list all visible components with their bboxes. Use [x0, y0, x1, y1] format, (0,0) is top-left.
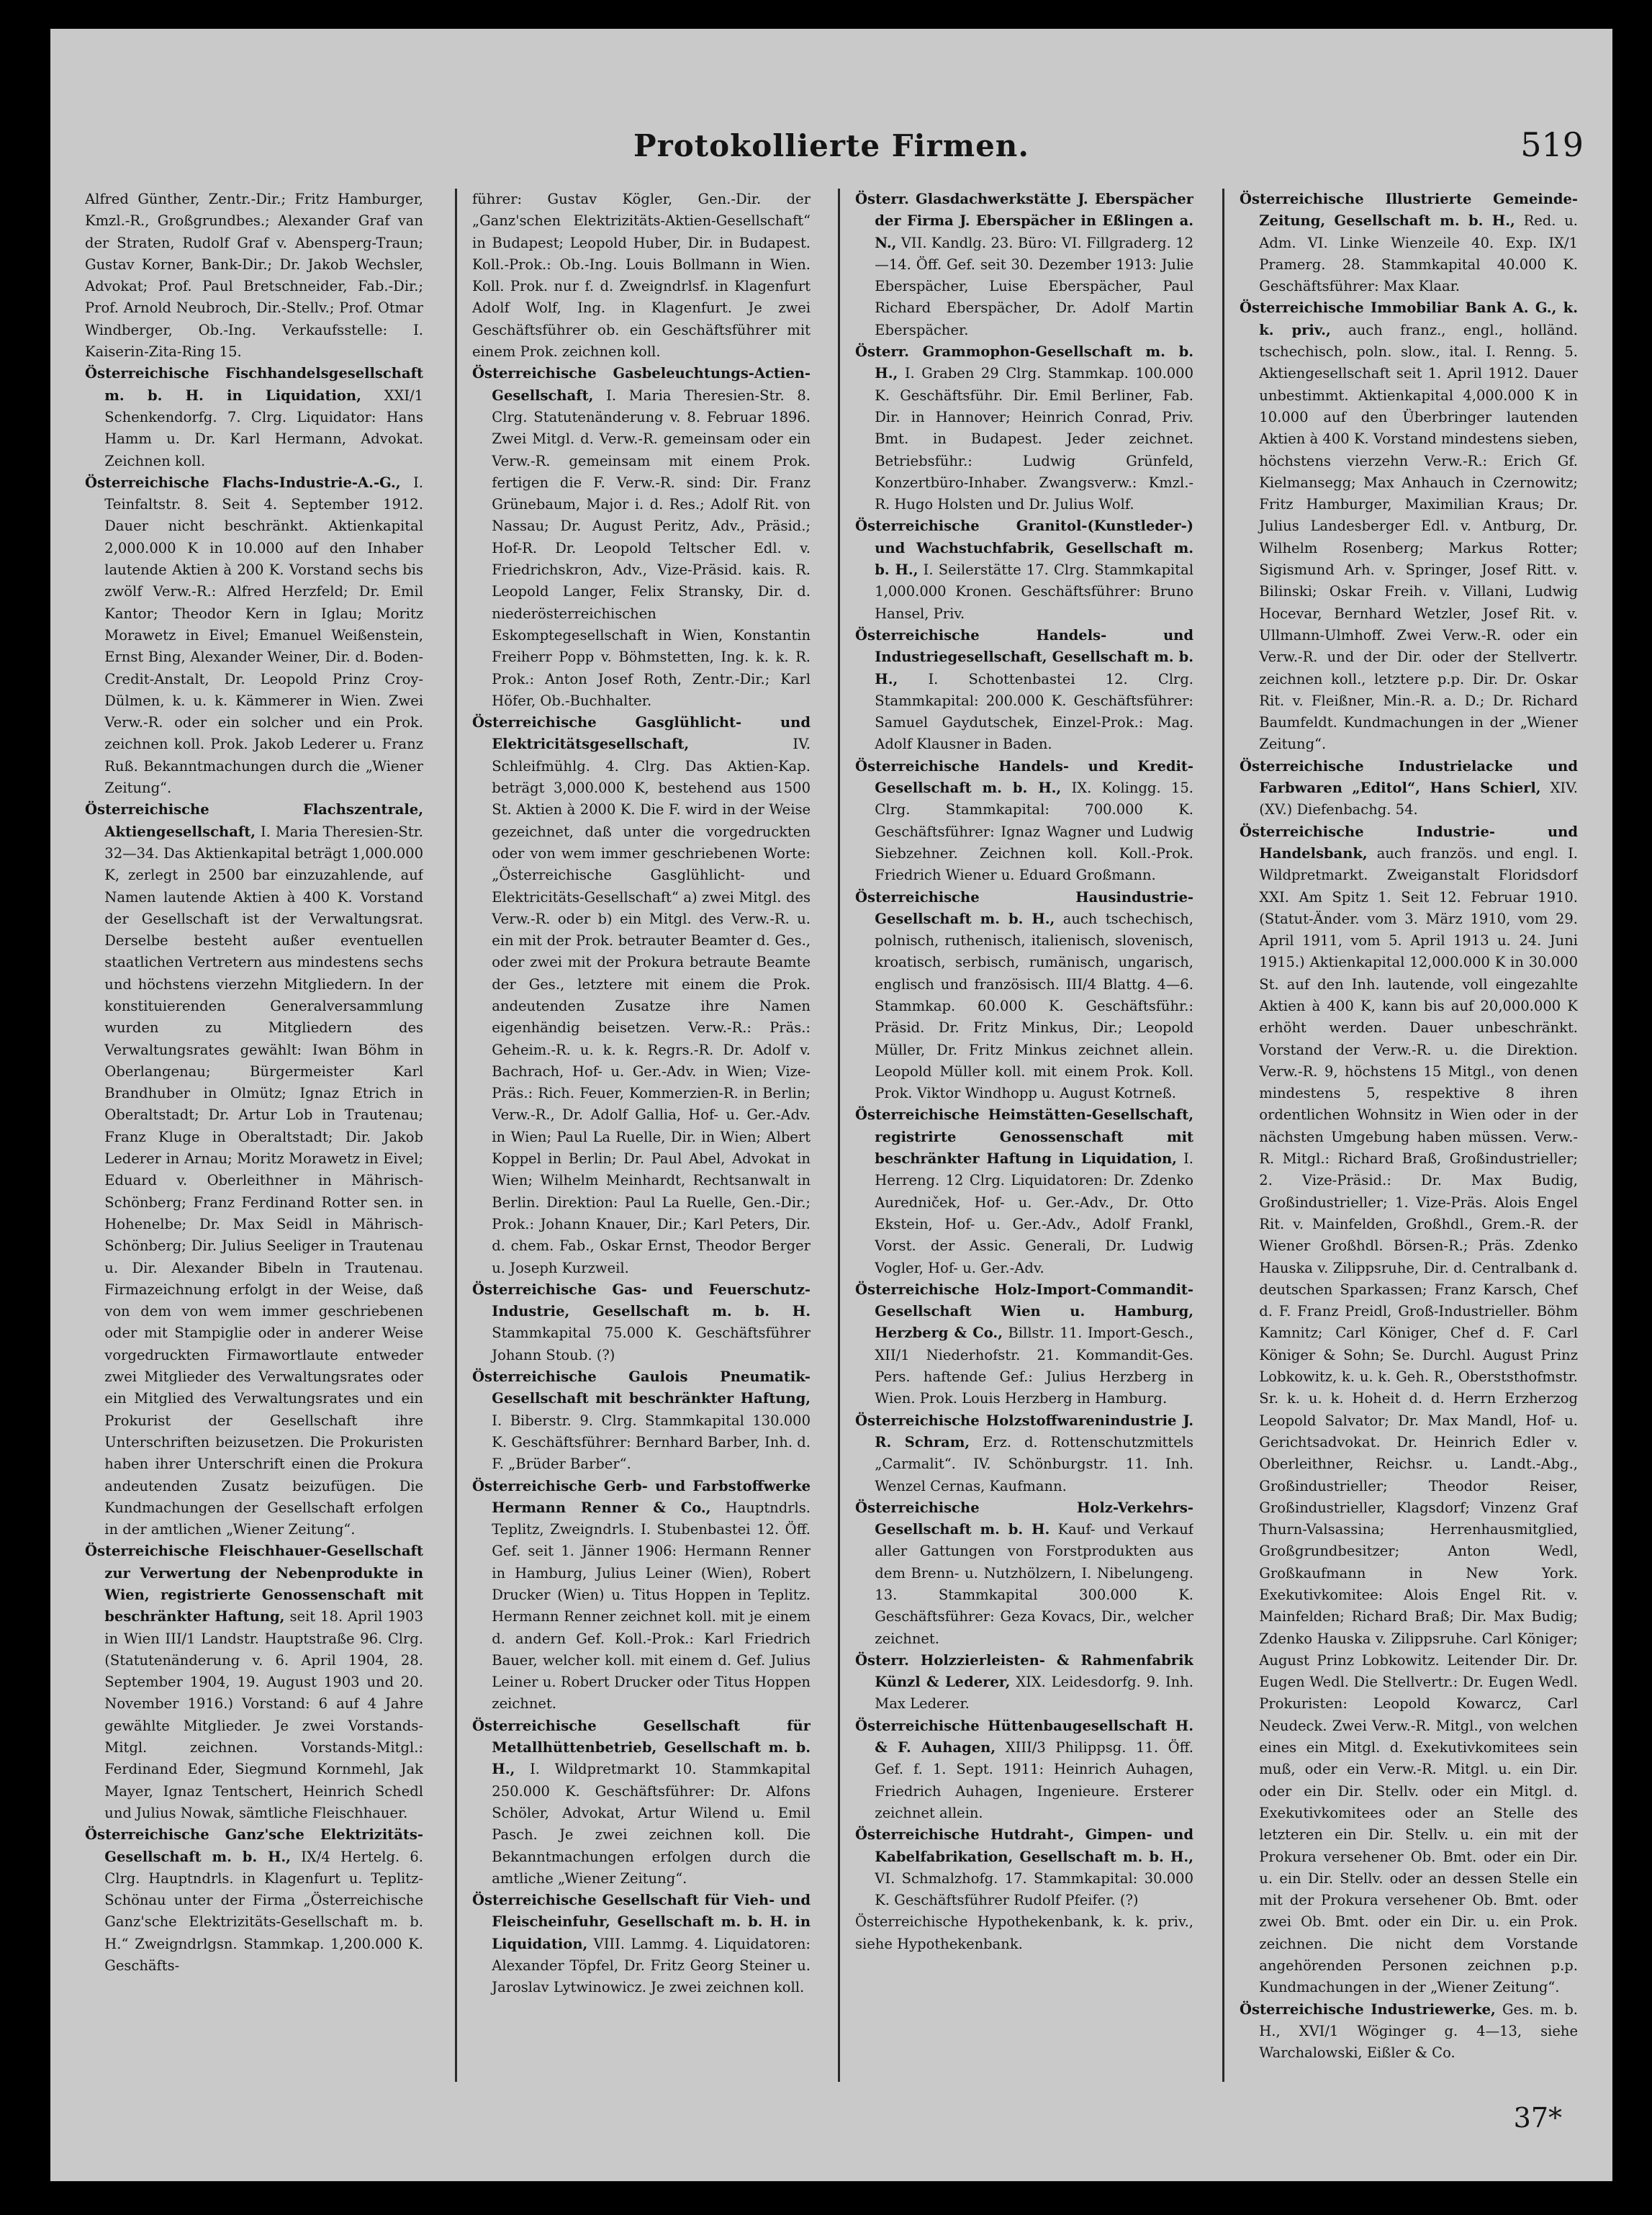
firm-entry: [855, 1715, 1193, 1824]
column-divider: [455, 189, 457, 2082]
firm-name: Österreichische Hutdraht-, Gimpen- und Kabelfabrikation, Gesellschaft m. b. H.,: [855, 1826, 1193, 1865]
firm-details: Erz. d. Rottenschutzmittels „Carmalit“. IV. Schönburgstr. 11. Inh. Wenzel Cernas, Kaufmann.: [875, 1433, 1193, 1494]
firm-name: Österreichische Ganz'sche Elektrizitäts-Gesellschaft m. b. H.,: [85, 1826, 423, 1865]
firm-details: auch franz., engl., holländ. tschechisch, poln. slow., ital. I. Renng. 5. Aktiengesellschaft seit 1. April 1912. Dauer unbestimmt. Aktienkapital 4,000.000 K in 10.000 auf den Überbringer lautenden Aktien à 400 K. Vorstand mindestens sieben, höchstens vierzehn Verw.-R.: Erich Gf. Kielmansegg; Max Anhauch in Czernowitz; Fritz Hamburger, Maximilian Kraus; Dr. Julius Landesberger Edl. v. Antburg, Dr. Wilhelm Rosenberg; Markus Rotter; Sigismund Arh. v. Springer, Josef Ritt. v. Bilinski; Oskar Freih. v. Villani, Ludwig Hocevar, Bernhard Wetzler, Josef Rit. v. Ullmann-Ulmhoff. Zwei Verw.-R. oder ein Verw.-R. und der Dir. oder der Stellvertr. zeichnen koll., letztere p.p. Dir. Dr. Oskar Rit. v. Fleißner, Min.-R. a. D.; Dr. Richard Baumfeldt. Kundmachungen in der „Wiener Zeitung“.: [1259, 321, 1578, 753]
firm-entry: [85, 1540, 423, 1824]
firm-entry: [1240, 189, 1578, 297]
firm-name: Österreichische Holz-Verkehrs-Gesellschaft m. b. H.: [855, 1499, 1193, 1538]
firm-entry: [855, 1104, 1193, 1278]
firm-name: Österreichische Flachszentrale, Aktiengesellschaft,: [85, 801, 423, 840]
firm-name: Österreichische Immobiliar Bank A. G., k. k. priv.,: [1240, 299, 1578, 338]
firm-name: Österreichische Handels- und Industriegesellschaft, Gesellschaft m. b. H.,: [855, 626, 1193, 687]
firm-details: Kauf- und Verkauf aller Gattungen von Forstprodukten aus dem Brenn- u. Nutzhölzern, I. Nibelungeng. 13. Stammkapital 300.000 K. Geschäftsführer: Geza Kovacs, Dir., welcher zeichnet.: [875, 1521, 1193, 1647]
firm-details: Stammkapital 75.000 K. Geschäftsführer Johann Stoub. (?): [492, 1325, 811, 1363]
firm-entry: [855, 625, 1193, 756]
firm-name: Österreichische Illustrierte Gemeinde-Zeitung, Gesellschaft m. b. H.,: [1240, 191, 1578, 230]
book-page: [50, 29, 1612, 2181]
firm-details: I. Seilerstätte 17. Clrg. Stammkapital 1,000.000 Kronen. Geschäftsführer: Bruno Hansel, Priv.: [875, 561, 1193, 622]
firm-name: Österr. Holzzierleisten- & Rahmenfabrik Künzl & Lederer,: [855, 1651, 1193, 1691]
firm-entry: [472, 1366, 811, 1475]
column-2: [472, 189, 811, 2082]
firm-entry: [1240, 821, 1578, 1999]
signature-mark: 37*: [1513, 2102, 1562, 2134]
firm-entry: [85, 472, 423, 799]
column-divider: [838, 189, 840, 2082]
firm-details: IX. Kolingg. 15. Clrg. Stammkapital: 700.000 K. Geschäftsführer: Ignaz Wagner und Ludwig Siebzehner. Zeichnen koll. Koll.-Prok. Friedrich Wiener u. Eduard Großmann.: [875, 780, 1193, 884]
column-4: [1240, 189, 1578, 2082]
firm-details: XIX. Leidesdorfg. 9. Inh. Max Lederer.: [875, 1674, 1193, 1713]
firm-name: Österr. Glasdachwerkstätte J. Eberspächer der Firma J. Eberspächer in Eßlingen a. N.,: [855, 191, 1193, 251]
directory-columns: [85, 189, 1581, 2082]
firm-name: Österreichische Industrie- und Handelsbank,: [1240, 823, 1578, 862]
firm-entry: [855, 756, 1193, 887]
firm-name: Österreichische Handels- und Kredit-Gesellschaft m. b. H.,: [855, 757, 1193, 797]
firm-details: Hauptndrls. Teplitz, Zweigndrls. I. Stubenbastei 12. Öff. Gef. seit 1. Jänner 1906: Hermann Renner in Hamburg, Julius Leiner (Wien), Robert Drucker (Wien) u. Titus Hoppen in Teplitz. Hermann Renner zeichnet koll. mit je einem d. andern Gef. Koll.-Prok.: Karl Friedrich Bauer, welcher koll. mit einem d. Gef. Julius Leiner u. Robert Drucker oder Titus Hoppen zeichnet.: [492, 1499, 811, 1713]
firm-name: Österreichische Industrielacke und Farbwaren „Editol“, Hans Schierl,: [1240, 757, 1578, 797]
firm-entry: [855, 1911, 1193, 1955]
firm-name: Österr. Grammophon-Gesellschaft m. b. H.,: [855, 343, 1193, 382]
firm-entry: [472, 1715, 811, 1890]
firm-entry: [472, 1279, 811, 1366]
column-3: [855, 189, 1193, 2082]
firm-entry: [855, 1824, 1193, 1911]
firm-details: I. Maria Theresien-Str. 8. Clrg. Statutenänderung v. 8. Februar 1896. Zwei Mitgl. d. Verw.-R. gemeinsam oder ein Verw.-R. gemeinsam mit einem Prok. fertigen die F. Verw.-R. sind: Dir. Franz Grünebaum, Major i. d. Res.; Adolf Rit. von Nassau; Dr. August Peritz, Adv., Präsid.; Hof-R. Dr. Leopold Teltscher Edl. v. Friedrichskron, Adv., Vize-Präsid. kais. R. Leopold Langer, Felix Stransky, Dir. d. niederösterreichischen Eskomptegesellschaft in Wien, Konstantin Freiherr Popp v. Böhmstetten, Ing. k. k. R. Prok.: Anton Josef Roth, Zentr.-Dir.; Karl Höfer, Ob.-Buchhalter.: [492, 387, 811, 709]
firm-details: I. Graben 29 Clrg. Stammkap. 100.000 K. Geschäftsführ. Dir. Emil Berliner, Fab. Dir. in Hannover; Heinrich Conrad, Priv. Bmt. in Budapest. Jeder zeichnet. Betriebsführ.: Ludwig Grünfeld, Konzertbüro-Inhaber. Zwangsverw.: Kmzl.-R. Hugo Holsten und Dr. Julius Wolf.: [875, 365, 1193, 513]
firm-entry: [855, 1279, 1193, 1410]
firm-details: IX/4 Hertelg. 6. Clrg. Hauptndrls. in Klagenfurt u. Teplitz-Schönau unter der Firma „Österreichische Ganz'sche Elektrizitäts-Gesellschaft m. b. H.“ Zweigndrlgsn. Stammkap. 1,200.000 K. Geschäfts-: [104, 1848, 423, 1975]
firm-name: Österreichische Gas- und Feuerschutz-Industrie, Gesellschaft m. b. H.: [472, 1281, 811, 1320]
firm-entry: [472, 1890, 811, 1998]
firm-details: Österreichische Hypothekenbank, k. k. priv., siehe Hypothekenbank.: [855, 1913, 1193, 1952]
firm-name: Österreichische Hausindustrie-Gesellschaft m. b. H.,: [855, 888, 1193, 927]
firm-entry: [472, 712, 811, 1279]
page-header: [50, 108, 1612, 166]
firm-entry: [855, 1650, 1193, 1715]
firm-entry: [855, 515, 1193, 624]
firm-entry: [85, 1824, 423, 1977]
firm-name: Österreichische Flachs-Industrie-A.-G.,: [85, 474, 401, 491]
firm-entry: [1240, 1999, 1578, 2065]
firm-entry: [85, 799, 423, 1540]
firm-entry: [472, 363, 811, 712]
page-number: 519: [1520, 125, 1584, 164]
firm-name: Österreichische Fischhandelsgesellschaft m. b. H. in Liquidation,: [85, 365, 423, 404]
firm-name: Österreichische Heimstätten-Gesellschaft, registrirte Genossenschaft mit beschränkter Haftung in Liquidation,: [855, 1106, 1193, 1168]
firm-details: führer: Gustav Kögler, Gen.-Dir. der „Ganz'schen Elektrizitäts-Aktien-Gesellschaft“ in Budapest; Leopold Huber, Dir. in Budapest. Koll.-Prok.: Ob.-Ing. Louis Bollmann in Wien. Koll. Prok. nur f. d. Zweigndrlsf. in Klagenfurt Adolf Wolf, Ing. in Klagenfurt. Je zwei Geschäftsführer ob. ein Geschäftsführer mit einem Prok. zeichnen koll.: [472, 191, 811, 361]
firm-name: Österreichische Holz-Import-Commandit-Gesellschaft Wien u. Hamburg, Herzberg & Co.,: [855, 1281, 1193, 1342]
firm-entry: [1240, 756, 1578, 821]
firm-details: XIV. (XV.) Diefenbachg. 54.: [1259, 780, 1578, 818]
firm-details: seit 18. April 1903 in Wien III/1 Landstr. Hauptstraße 96. Clrg. (Statutenänderung v. 6. April 1904, 28. September 1904, 19. August 1903 und 20. November 1916.) Vorstand: 6 auf 4 Jahre gewählte Mitglieder. Je zwei Vorstands-Mitgl. zeichnen. Vorstands-Mitgl.: Ferdinand Eder, Siegmund Kornmehl, Jak Mayer, Ignaz Tentschert, Heinrich Schedl und Julius Nowak, sämtliche Fleischhauer.: [104, 1608, 423, 1821]
firm-name: Österreichische Gerb- und Farbstoffwerke Hermann Renner & Co.,: [472, 1477, 811, 1516]
firm-details: Red. u. Adm. VI. Linke Wienzeile 40. Exp. IX/1 Pramerg. 28. Stammkapital 40.000 K. Geschäftsführer: Max Klaar.: [1259, 212, 1578, 295]
firm-entry: [1240, 297, 1578, 755]
firm-details: Alfred Günther, Zentr.-Dir.; Fritz Hamburger, Kmzl.-R., Großgrundbes.; Alexander Graf van der Straten, Rudolf Graf v. Abensperg-Traun; Gustav Korner, Bank-Dir.; Dr. Jakob Wechsler, Advokat; Prof. Paul Bretschneider, Fab.-Dir.; Prof. Arnold Neubroch, Dir.-Stellv.; Prof. Otmar Windberger, Ob.-Ing. Verkaufsstelle: I. Kaiserin-Zita-Ring 15.: [85, 191, 423, 361]
firm-name: Österreichische Holzstoffwarenindustrie J. R. Schram,: [855, 1412, 1193, 1451]
firm-entry: [855, 1410, 1193, 1497]
firm-entry: [472, 189, 811, 363]
firm-details: auch französ. und engl. I. Wildpretmarkt. Zweiganstalt Floridsdorf XXI. Am Spitz 1. Seit 12. Februar 1910. (Statut-Änder. vom 3. März 1910, vom 29. April 1911, vom 5. April 1913 u. 24. Juni 1915.) Aktienkapital 12,000.000 K in 30.000 St. auf den Inh. lautende, voll eingezahlte Aktien à 400 K, kann bis auf 20,000.000 K erhöht werden. Dauer unbeschränkt. Vorstand der Verw.-R. u. die Direktion. Verw.-R. 9, höchstens 15 Mitgl., von denen mindestens 5, respektive 8 ihren ordentlichen Wohnsitz in Wien oder in der nächsten Umgebung haben müssen. Verw.-R. Mitgl.: Richard Braß, Großindustrieller; 2. Vize-Präsid.: Dr. Max Budig, Großindustrieller; 1. Vize-Präs. Alois Engel Rit. v. Mainfelden, Großhdl., Grem.-R. der Wiener Großhdl. Börsen-R.; Präs. Zdenko Hauska v. Zilippsruhe, Dir. d. Centralbank d. deutschen Sparkassen; Franz Karsch, Chef d. F. Franz Preidl, Groß-Industrieller. Böhm Kamnitz; Carl Königer, Chef d. F. Carl Königer & Sohn; Se. Durchl. August Prinz Lobkowitz, k. u. k. Geh. R., Oberststhofmstr. Sr. k. u. k. Hoheit d. d. Herrn Erzherzog Leopold Salvator; Dr. Max Mandl, Hof- u. Gerichtsadvokat. Dr. Heinrich Edler v. Oberleithner, Reichsr. u. Landt.-Abg., Großindustrieller; Theodor Reiser, Großindustrieller, Klagsdorf; Vinzenz Graf Thurn-Valsassina; Herrenhausmitglied, Großgrundbesitzer; Anton Wedl, Großkaufmann in New York. Exekutivkomitee: Alois Engel Rit. v. Mainfelden; Richard Braß; Dir. Max Budig; Zdenko Hauska v. Zilippsruhe. Carl Königer; August Prinz Lobkowitz. Leitender Dir. Dr. Eugen Wedl. Die Stellvertr.: Dr. Eugen Wedl. Prokuristen: Leopold Kowarcz, Carl Neudeck. Zwei Verw.-R. Mitgl., von welchen eines ein Mitgl. d. Exekutivkomitees sein muß, oder ein Verw.-R. Mitgl. u. ein Dir. oder ein Dir. Stellv. oder ein Mitgl. d. Exekutivkomitees oder an Stelle des letzteren ein Dir. Stellv. u. ein mit der Prokura versehener Ob. Bmt. oder ein Dir. u. ein Dir. Stellv. oder an dessen Stelle ein mit der Prokura versehener Ob. Bmt. oder zwei Ob. Bmt. oder ein Dir. u. ein Prok. zeichnen. Die nicht dem Vorstande angehörenden Personen zeichnen p.p. Kundmachungen in der „Wiener Zeitung“.: [1259, 844, 1578, 1996]
firm-details: XXI/1 Schenkendorfg. 7. Clrg. Liquidator: Hans Hamm u. Dr. Karl Hermann, Advokat. Zeichnen koll.: [104, 387, 423, 469]
firm-details: Ges. m. b. H., XVI/1 Wöginger g. 4—13, siehe Warchalowski, Eißler & Co.: [1259, 2000, 1578, 2062]
firm-name: Österreichische Gesellschaft für Metallhüttenbetrieb, Gesellschaft m. b. H.,: [472, 1717, 811, 1778]
firm-entry: [85, 363, 423, 472]
firm-details: I. Teinfaltstr. 8. Seit 4. September 1912. Dauer nicht beschränkt. Aktienkapital 2,000.000 K in 10.000 auf den Inhaber lautende Aktien à 200 K. Vorstand sechs bis zwölf Verw.-R.: Alfred Herzfeld; Dr. Emil Kantor; Theodor Kern in Iglau; Moritz Morawetz in Eivel; Emanuel Weißenstein, Ernst Bing, Alexander Weiner, Dir. d. Boden-Credit-Anstalt, Dr. Leopold Prinz Croy-Dülmen, k. u. k. Kämmerer in Wien. Zwei Verw.-R. oder ein solcher und ein Prok. zeichnen koll. Prok. Jakob Lederer u. Franz Ruß. Bekanntmachungen durch die „Wiener Zeitung“.: [104, 474, 423, 797]
firm-entry: [85, 189, 423, 363]
firm-details: I. Maria Theresien-Str. 32—34. Das Aktienkapital beträgt 1,000.000 K, zerlegt in 2500 bar einzuzahlende, auf Namen lautende Aktien à 400 K. Vorstand der Gesellschaft ist der Verwaltungsrat. Derselbe besteht außer eventuellen staatlichen Vertretern aus mindestens sechs und höchstens vierzehn Mitgliedern. In der konstituierenden Generalversammlung wurden zu Mitgliedern des Verwaltungsrates gewählt: Iwan Böhm in Oberlangenau; Bürgermeister Karl Brandhuber in Olmütz; Ignaz Etrich in Oberaltstadt; Dr. Artur Lob in Trautenau; Franz Kluge in Oberaltstadt; Dir. Jakob Lederer in Arnau; Moritz Morawetz in Eivel; Eduard v. Oberleithner in Mährisch-Schönberg; Franz Ferdinand Rotter sen. in Hohenelbe; Dr. Max Seidl in Mährisch-Schönberg; Dir. Julius Seeliger in Trautenau u. Dir. Alexander Bibeln in Trautenau. Firmazeichnung erfolgt in der Weise, daß von dem von wem immer geschriebenen oder mit Stampiglie oder in anderer Weise vorgedruckten Firmawortlaute entweder zwei Mitglieder des Verwaltungsrates oder ein Mitglied des Verwaltungsrates und ein Prokurist der Gesellschaft ihre Unterschriften beizusetzen. Die Prokuristen haben ihrer Unterschrift einen die Prokura andeutenden Zusatz beizufügen. Die Kundmachungen der Gesellschaft erfolgen in der amtlichen „Wiener Zeitung“.: [104, 823, 423, 1538]
firm-entry: [855, 341, 1193, 515]
firm-entry: [855, 887, 1193, 1105]
firm-details: VIII. Lammg. 4. Liquidatoren: Alexander Töpfel, Dr. Fritz Georg Steiner u. Jaroslav Lytwinowicz. Je zwei zeichnen koll.: [492, 1935, 811, 1996]
firm-details: VI. Schmalzhofg. 17. Stammkapital: 30.000 K. Geschäftsführer Rudolf Pfeifer. (?): [875, 1869, 1193, 1909]
firm-entry: [855, 1497, 1193, 1650]
firm-details: I. Schottenbastei 12. Clrg. Stammkapital: 200.000 K. Geschäftsführer: Samuel Gaydutschek, Einzel-Prok.: Mag. Adolf Klausner in Baden.: [875, 670, 1193, 753]
firm-name: Österreichische Fleischhauer-Gesellschaft zur Verwertung der Nebenprodukte in Wien, registrierte Genossenschaft mit beschränkter Haftung,: [85, 1543, 423, 1625]
firm-details: Billstr. 11. Import-Gesch., XII/1 Niederhofstr. 21. Kommandit-Ges. Pers. haftende Gef.: Julius Herzberg in Wien. Prok. Louis Herzberg in Hamburg.: [875, 1325, 1193, 1407]
column-1: [85, 189, 423, 2082]
firm-name: Österreichische Granitol-(Kunstleder-) und Wachstuchfabrik, Gesellschaft m. b. H.,: [855, 518, 1193, 579]
firm-name: Österreichische Gaulois Pneumatik-Gesellschaft mit beschränkter Haftung,: [472, 1368, 811, 1407]
firm-entry: [855, 189, 1193, 341]
firm-details: XIII/3 Philippsg. 11. Öff. Gef. f. 1. Sept. 1911: Heinrich Auhagen, Friedrich Auhagen, Ingenieure. Ersterer zeichnet allein.: [875, 1739, 1193, 1821]
firm-details: I. Wildpretmarkt 10. Stammkapital 250.000 K. Geschäftsführer: Dr. Alfons Schöler, Advokat, Artur Wilend u. Emil Pasch. Je zwei zeichnen koll. Die Bekanntmachungen erfolgen durch die amtliche „Wiener Zeitung“.: [492, 1761, 811, 1887]
firm-details: IV. Schleifmühlg. 4. Clrg. Das Aktien-Kap. beträgt 3,000.000 K, bestehend aus 1500 St. Aktien à 2000 K. Die F. wird in der Weise gezeichnet, daß unter die vorgedruckten oder von wem immer geschriebenen Worte: „Österreichische Gasglühlicht- und Elektricitäts-Gesellschaft“ a) zwei Mitgl. des Verw.-R. oder b) ein Mitgl. des Verw.-R. u. ein mit der Prok. betrauter Beamter d. Ges., oder zwei mit der Prokura betraute Beamte der Ges., letztere mit einem die Prok. andeutenden Zusatze ihre Namen eigenhändig beisetzen. Verw.-R.: Präs.: Geheim.-R. u. k. k. Regrs.-R. Dr. Adolf v. Bachrach, Hof- u. Ger.-Adv. in Wien; Vize-Präs.: Rich. Feuer, Kommerzien-R. in Berlin; Verw.-R., Dr. Adolf Gallia, Hof- u. Ger.-Adv. in Wien; Paul La Ruelle, Dir. in Wien; Albert Koppel in Berlin; Dr. Paul Abel, Advokat in Wien; Wilhelm Meinhardt, Rechtsanwalt in Berlin. Direktion: Paul La Ruelle, Gen.-Dir.; Prok.: Johann Knauer, Dir.; Karl Peters, Dir. d. chem. Fab., Oskar Ernst, Theodor Berger u. Joseph Kurzweil.: [492, 736, 811, 1276]
running-title: Protokollierte Firmen.: [633, 128, 1029, 163]
firm-name: Österreichische Industriewerke,: [1240, 2000, 1496, 2018]
firm-name: Österreichische Gasglühlicht- und Elektricitätsgesellschaft,: [472, 714, 811, 753]
column-divider: [1222, 189, 1224, 2082]
firm-name: Österreichische Gasbeleuchtungs-Actien-Gesellschaft,: [472, 365, 811, 404]
firm-details: I. Herreng. 12 Clrg. Liquidatoren: Dr. Zdenko Auredniček, Hof- u. Ger.-Adv., Dr. Otto Ekstein, Hof- u. Ger.-Adv., Adolf Frankl, Vorst. der Assic. Generali, Dr. Ludwig Vogler, Hof- u. Ger.-Adv.: [875, 1150, 1193, 1276]
firm-name: Österreichische Hüttenbaugesellschaft H. & F. Auhagen,: [855, 1717, 1193, 1756]
firm-name: Österreichische Gesellschaft für Vieh- und Fleischeinfuhr, Gesellschaft m. b. H. in Liquidation,: [472, 1892, 811, 1952]
firm-details: VII. Kandlg. 23. Büro: VI. Fillgraderg. 12—14. Öff. Gef. seit 30. Dezember 1913: Julie Eberspächer, Luise Eberspächer, Paul Richard Eberspächer, Dr. Adolf Martin Eberspächer.: [875, 234, 1193, 338]
firm-entry: [472, 1476, 811, 1715]
firm-details: auch tschechisch, polnisch, ruthenisch, italienisch, slovenisch, kroatisch, serbisch, rumänisch, ungarisch, englisch und französisch. III/4 Blattg. 4—6. Stammkap. 60.000 K. Geschäftsführ.: Präsid. Dr. Fritz Minkus, Dir.; Leopold Müller, Dr. Fritz Minkus zeichnet allein. Leopold Müller koll. mit einem Prok. Koll. Prok. Viktor Windhopp u. August Kotrneß.: [875, 910, 1193, 1102]
firm-details: I. Biberstr. 9. Clrg. Stammkapital 130.000 K. Geschäftsführer: Bernhard Barber, Inh. d. F. „Brüder Barber“.: [492, 1412, 811, 1473]
